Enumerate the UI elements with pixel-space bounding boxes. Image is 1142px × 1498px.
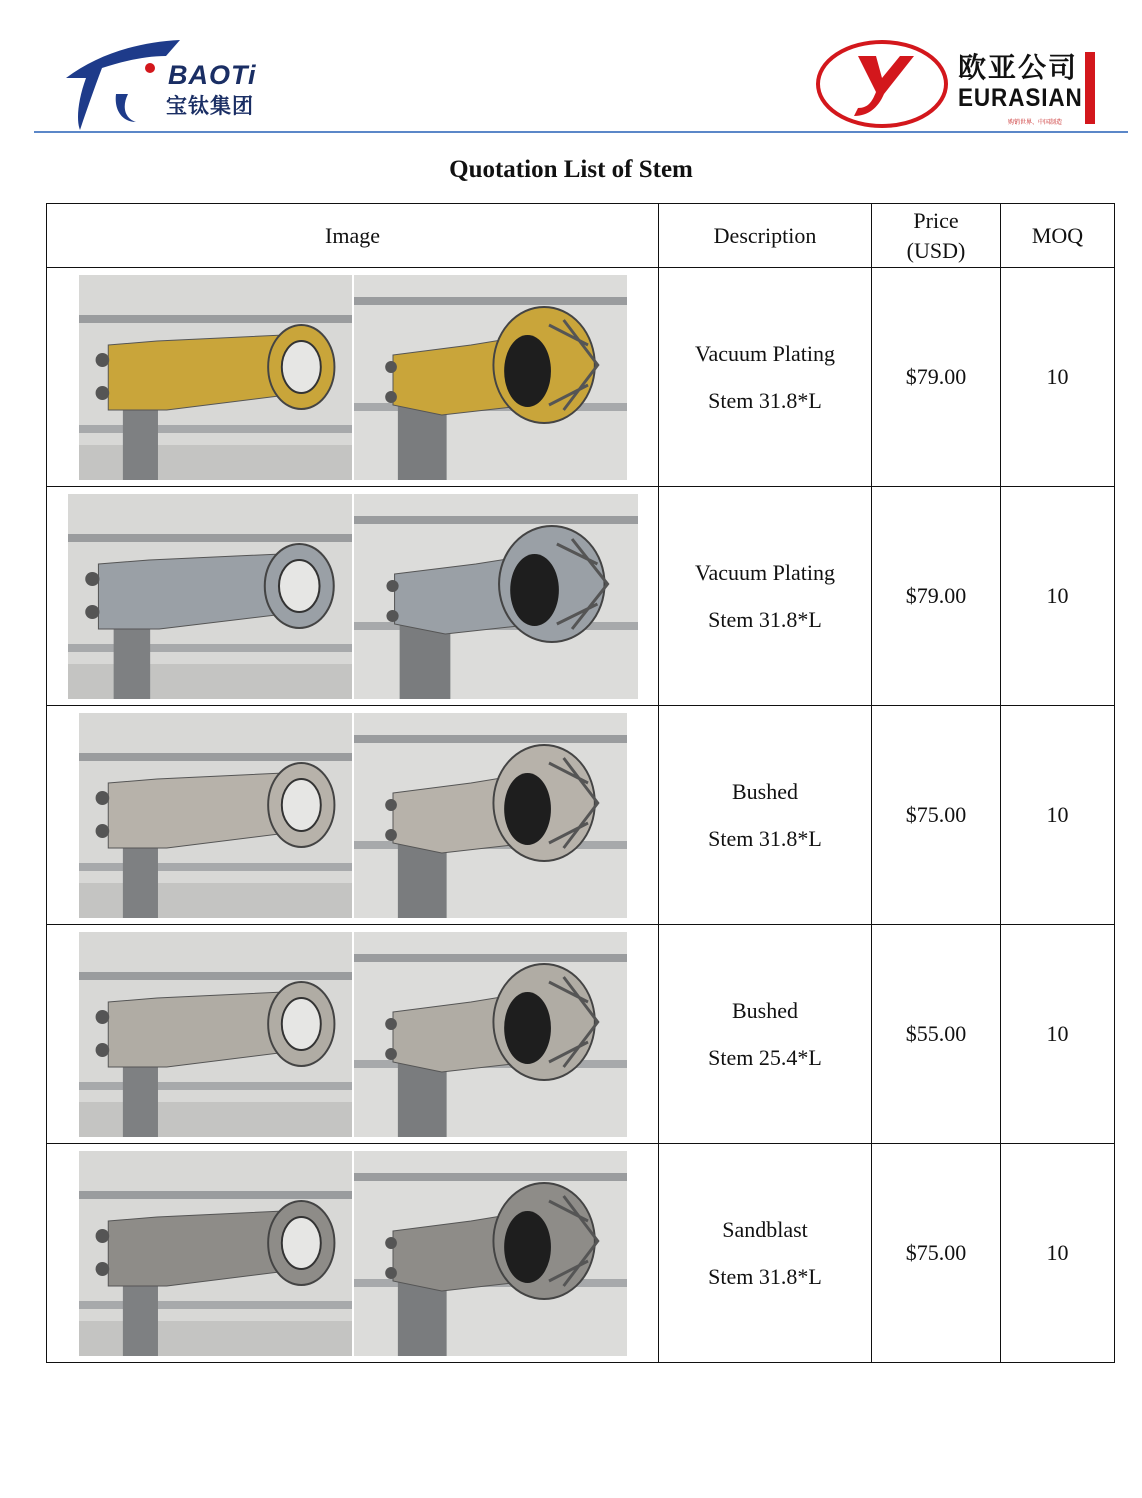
stem-side-photo bbox=[79, 932, 352, 1137]
product-photos bbox=[47, 1151, 658, 1356]
description-size: Stem 31.8*L bbox=[708, 826, 822, 851]
description-finish: Bushed bbox=[732, 779, 798, 804]
description-cell bbox=[659, 1144, 872, 1363]
eurasian-brand-name: EURASIAN bbox=[958, 84, 1083, 112]
stem-angle-photo bbox=[354, 275, 627, 480]
eurasian-red-bar bbox=[1085, 52, 1095, 124]
stem-angle-photo bbox=[354, 932, 627, 1137]
description-size: Stem 25.4*L bbox=[708, 1045, 822, 1070]
product-photos bbox=[47, 494, 658, 699]
baoti-brand-name: BAOTi bbox=[168, 60, 257, 90]
column-header-description: Description bbox=[659, 204, 872, 268]
image-cell bbox=[47, 706, 659, 925]
description-size: Stem 31.8*L bbox=[708, 388, 822, 413]
baoti-brand-chinese: 宝钛集团 bbox=[166, 94, 254, 118]
moq-cell: 10 bbox=[1001, 706, 1115, 925]
table-row bbox=[47, 487, 1115, 706]
moq-cell: 10 bbox=[1001, 487, 1115, 706]
table-row bbox=[47, 925, 1115, 1144]
header-divider bbox=[34, 131, 1128, 133]
price-header-line2: (USD) bbox=[906, 237, 966, 263]
column-header-moq: MOQ bbox=[1001, 204, 1115, 268]
description-finish: Vacuum Plating bbox=[695, 560, 835, 585]
description-cell bbox=[659, 487, 872, 706]
description-cell bbox=[659, 268, 872, 487]
column-header-price bbox=[872, 204, 1001, 268]
table-header-row bbox=[47, 204, 1115, 268]
stem-angle-photo bbox=[354, 713, 627, 918]
page-header bbox=[0, 0, 1142, 140]
quotation-table bbox=[46, 203, 1115, 1363]
column-header-image: Image bbox=[47, 204, 659, 268]
product-photos bbox=[47, 932, 658, 1137]
description-finish: Bushed bbox=[732, 998, 798, 1023]
moq-cell: 10 bbox=[1001, 1144, 1115, 1363]
eurasian-tagline: 购销世界、中国制造 bbox=[1008, 119, 1063, 126]
description-cell bbox=[659, 706, 872, 925]
description-finish: Sandblast bbox=[722, 1217, 808, 1242]
price-cell: $55.00 bbox=[872, 925, 1001, 1144]
image-cell bbox=[47, 925, 659, 1144]
image-cell bbox=[47, 268, 659, 487]
description-size: Stem 31.8*L bbox=[708, 607, 822, 632]
price-cell: $79.00 bbox=[872, 268, 1001, 487]
table-row bbox=[47, 268, 1115, 487]
stem-angle-photo bbox=[354, 494, 638, 699]
stem-side-photo bbox=[79, 1151, 352, 1356]
page-title: Quotation List of Stem bbox=[449, 156, 693, 183]
eurasian-logo-icon bbox=[814, 38, 954, 130]
price-cell: $75.00 bbox=[872, 1144, 1001, 1363]
product-photos bbox=[47, 713, 658, 918]
description-cell bbox=[659, 925, 872, 1144]
stem-side-photo bbox=[79, 713, 352, 918]
table-row bbox=[47, 1144, 1115, 1363]
moq-cell: 10 bbox=[1001, 925, 1115, 1144]
image-cell bbox=[47, 1144, 659, 1363]
price-cell: $79.00 bbox=[872, 487, 1001, 706]
stem-side-photo bbox=[68, 494, 352, 699]
description-size: Stem 31.8*L bbox=[708, 1264, 822, 1289]
price-header-line1: Price bbox=[913, 207, 959, 233]
price-cell: $75.00 bbox=[872, 706, 1001, 925]
image-cell bbox=[47, 487, 659, 706]
description-finish: Vacuum Plating bbox=[695, 341, 835, 366]
table-row bbox=[47, 706, 1115, 925]
moq-cell: 10 bbox=[1001, 268, 1115, 487]
stem-side-photo bbox=[79, 275, 352, 480]
eurasian-brand-chinese: 欧亚公司 bbox=[958, 51, 1079, 84]
stem-angle-photo bbox=[354, 1151, 627, 1356]
product-photos bbox=[47, 275, 658, 480]
